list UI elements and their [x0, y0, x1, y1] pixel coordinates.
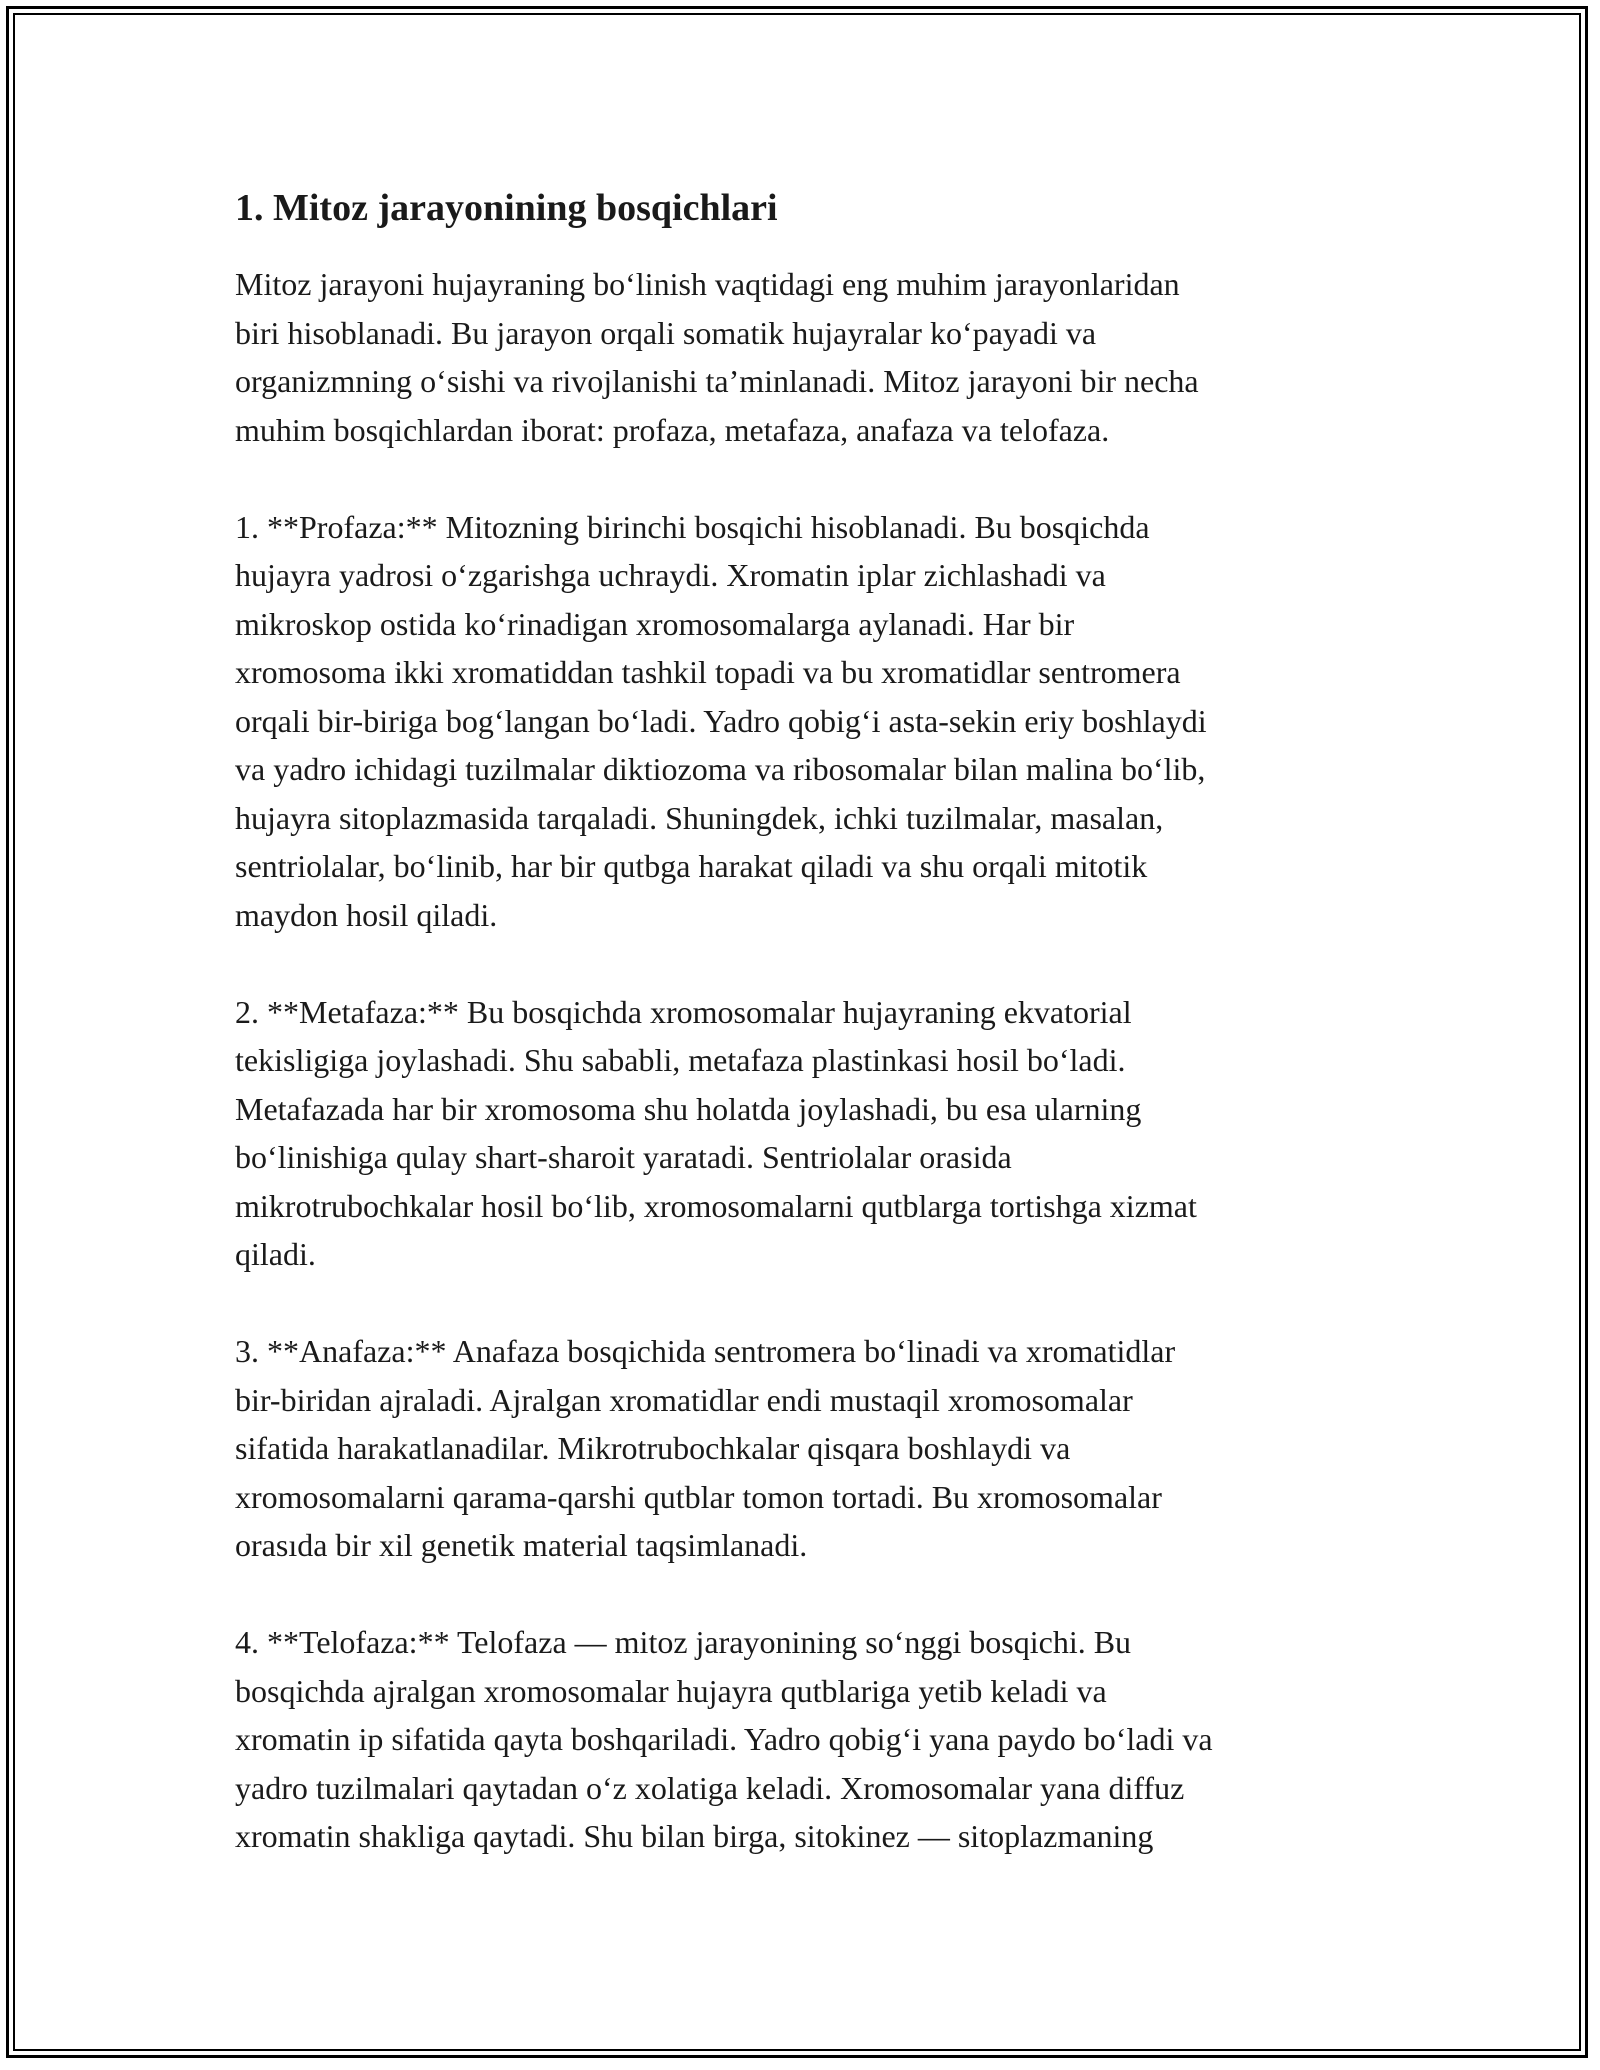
paragraph-anafaza: 3. **Anafaza:** Anafaza bosqichida sentromera bo‘linadi va xromatidlar bir-biridan ajraladi. Ajralgan xromatidlar endi mustaqil xromosomalar sifatida harakatlanadilar. Mikrotrubochkalar qisqara boshlaydi va xromosomalarni qarama-qarshi qutblar tomon tortadi. Bu xromosomalar orasıda bir xil genetik material taqsimlanadi.	[235, 1333, 1176, 1563]
paragraph-metafaza: 2. **Metafaza:** Bu bosqichda xromosomalar hujayraning ekvatorial tekisligiga joylashadi. Shu sababli, metafaza plastinkasi hosil bo‘ladi. Metafazada har bir xromosoma shu holatda joylashadi, bu esa ularning bo‘linishiga qulay shart-sharoit yaratadi. Sentriolalar orasida mikrotrubochkalar hosil bo‘lib, xromosomalarni qutblarga tortishga xizmat qiladi.	[235, 993, 1197, 1272]
document-title: 1. Mitoz jarayonining bosqichlari	[235, 187, 778, 229]
paragraph-intro: Mitoz jarayoni hujayraning bo‘linish vaqtidagi eng muhim jarayonlaridan biri hisoblanadi. Bu jarayon orqali somatik hujayralar ko‘payadi va organizmning o‘sishi va rivojlanishi ta’minlanadi. Mitoz jarayoni bir necha muhim bosqichlardan iborat: profaza, metafaza, anafaza va telofaza.	[235, 266, 1199, 448]
paragraph-profaza: 1. **Profaza:** Mitozning birinchi bosqichi hisoblanadi. Bu bosqichda hujayra yadrosi o‘zgarishga uchraydi. Xromatin iplar zichlashadi va mikroskop ostida ko‘rinadigan xromosomalarga aylanadi. Har bir xromosoma ikki xromatiddan tashkil topadi va bu xromatidlar sentromera orqali bir-biriga bog‘langan bo‘ladi. Yadro qobig‘i asta-sekin eriy boshlaydi va yadro ichidagi tuzilmalar diktiozoma va ribosomalar bilan malina bo‘lib, hujayra sitoplazmasida tarqaladi. Shuningdek, ichki tuzilmalar, masalan, sentriolalar, bo‘linib, har bir qutbga harakat qiladi va shu orqali mitotik maydon hosil qiladi.	[235, 508, 1207, 933]
document-body	[235, 184, 1375, 1909]
paragraph-telofaza: 4. **Telofaza:** Telofaza — mitoz jarayonining so‘nggi bosqichi. Bu bosqichda ajralgan xromosomalar hujayra qutblariga yetib keladi va xromatin ip sifatida qayta boshqariladi. Yadro qobig‘i yana paydo bo‘ladi va yadro tuzilmalari qaytadan o‘z xolatiga keladi. Xromosomalar yana diffuz xromatin shakliga qaytadi. Shu bilan birga, sitokinez — sitoplazmaning	[235, 1624, 1213, 1854]
